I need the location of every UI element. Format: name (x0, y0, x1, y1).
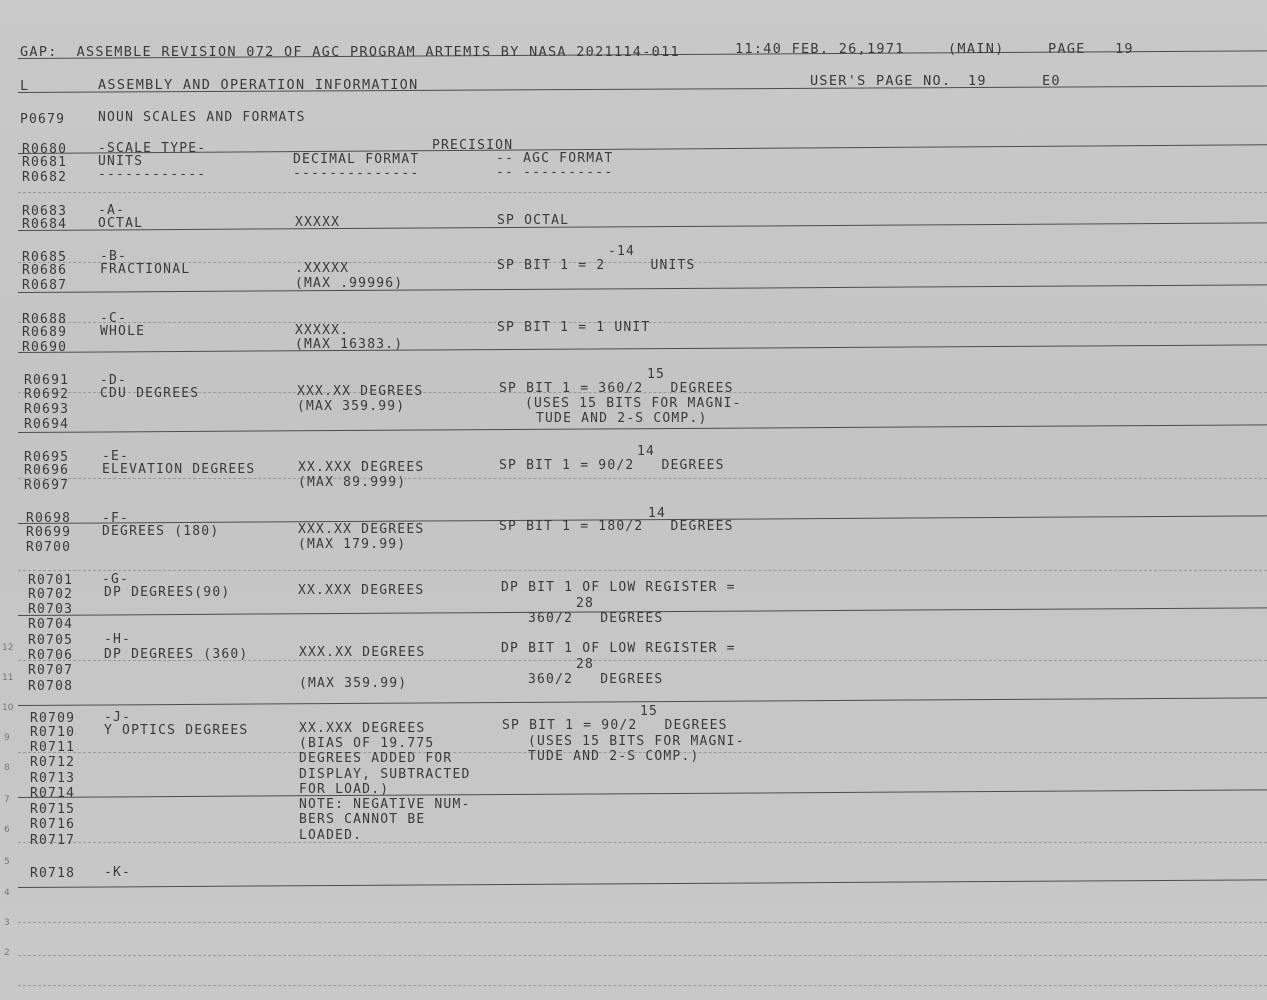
agc-note: (USES 15 BITS FOR MAGNI- (528, 734, 745, 749)
underline: -- ---------- (496, 165, 614, 180)
users-page-label: USER'S PAGE NO. (810, 73, 952, 89)
header-title: GAP: ASSEMBLE REVISION 072 OF AGC PROGRAM ARTEMIS BY NASA 2021114-011 (20, 44, 680, 60)
header-page-label: PAGE (1048, 41, 1086, 57)
line-number: R0717 (30, 833, 76, 848)
decimal-note: LOADED. (299, 828, 363, 843)
line-number: R0713 (30, 771, 76, 786)
decimal-format: XXXXX (295, 215, 341, 230)
line-number: R0698 (26, 511, 72, 526)
header-line-prefix: L (20, 78, 30, 94)
line-number: R0697 (24, 478, 70, 493)
line-number: R0682 (22, 170, 68, 185)
exponent: 14 (648, 506, 667, 521)
decimal-max: (MAX 179.99) (298, 537, 407, 552)
exponent: 28 (576, 657, 595, 672)
line-number: R0696 (24, 463, 70, 478)
subsection-title: NOUN SCALES AND FORMATS (98, 110, 306, 125)
unit: DP DEGREES (360) (104, 647, 249, 662)
line-number: R0680 (22, 142, 68, 157)
line-number: R0706 (28, 648, 74, 663)
line-number: R0718 (30, 866, 76, 881)
unit: Y OPTICS DEGREES (104, 723, 249, 738)
decimal-max: (MAX .99996) (295, 276, 404, 291)
rule (18, 284, 1267, 293)
agc-format: DP BIT 1 OF LOW REGISTER = (501, 580, 736, 595)
scale-type: -C- (100, 311, 128, 326)
unit: WHOLE (100, 324, 146, 339)
scale-type: -F- (102, 511, 130, 526)
scale-type: -K- (104, 865, 132, 880)
decimal-note: NOTE: NEGATIVE NUM- (299, 797, 471, 812)
line-number: R0715 (30, 802, 76, 817)
unit: DP DEGREES(90) (104, 585, 231, 600)
line-number: R0687 (22, 278, 68, 293)
decimal-note: FOR LOAD.) (299, 782, 390, 797)
agc-format: SP BIT 1 = 90/2 DEGREES (499, 458, 725, 473)
unit: FRACTIONAL (100, 262, 191, 277)
line-number: R0703 (28, 602, 74, 617)
line-number: R0691 (24, 373, 70, 388)
line-number: R0689 (22, 325, 68, 340)
rule (18, 570, 1267, 571)
agc-format: SP BIT 1 = 360/2 DEGREES (499, 381, 734, 396)
line-number: R0702 (28, 587, 74, 602)
unit: CDU DEGREES (100, 386, 200, 401)
margin-mark: 3 (4, 918, 10, 928)
decimal-format-heading: DECIMAL FORMAT (293, 152, 420, 167)
agc-note: TUDE AND 2-S COMP.) (528, 749, 700, 764)
margin-mark: 8 (4, 763, 10, 773)
decimal-note: DISPLAY, SUBTRACTED (299, 767, 471, 782)
line-number: R0705 (28, 633, 74, 648)
rule (18, 879, 1267, 888)
line-number: R0685 (22, 250, 68, 265)
scale-type: -D- (100, 373, 128, 388)
decimal-format: XXX.XX DEGREES (297, 384, 424, 399)
rule (18, 222, 1267, 231)
decimal-format: XXXXX. (295, 323, 350, 338)
line-number: R0704 (28, 617, 74, 632)
rule (18, 955, 1267, 956)
agc-note: TUDE AND 2-S COMP.) (536, 411, 708, 426)
decimal-max: (MAX 359.99) (299, 676, 408, 691)
header-timestamp: 11:40 FEB. 26,1971 (735, 41, 905, 57)
decimal-format: XX.XXX DEGREES (298, 583, 425, 598)
line-number: R0683 (22, 204, 68, 219)
section-title: ASSEMBLY AND OPERATION INFORMATION (98, 77, 419, 93)
line-number: R0711 (30, 740, 76, 755)
unit: DEGREES (180) (102, 524, 220, 539)
agc-format: SP OCTAL (497, 213, 570, 228)
rule (18, 192, 1267, 193)
rule (18, 344, 1267, 353)
agc-format-cont: 360/2 DEGREES (528, 611, 664, 626)
units-heading: UNITS (98, 154, 144, 169)
scale-type: -G- (102, 572, 130, 587)
agc-format: DP BIT 1 OF LOW REGISTER = (501, 641, 736, 656)
unit: OCTAL (98, 216, 144, 231)
line-number: R0712 (30, 755, 76, 770)
line-number: R0694 (24, 417, 70, 432)
decimal-format: XXX.XX DEGREES (299, 645, 426, 660)
rule (18, 922, 1267, 923)
decimal-note: DEGREES ADDED FOR (299, 751, 453, 766)
line-number: R0700 (26, 540, 72, 555)
decimal-note: BERS CANNOT BE (299, 812, 426, 827)
margin-mark: 11 (2, 673, 14, 683)
line-number: R0695 (24, 450, 70, 465)
rule (18, 478, 1267, 479)
margin-mark: 7 (4, 795, 10, 805)
decimal-max: (MAX 16383.) (295, 337, 404, 352)
line-number: R0709 (30, 711, 76, 726)
agc-format: SP BIT 1 = 180/2 DEGREES (499, 519, 734, 534)
underline: -------------- (293, 166, 420, 181)
agc-format-heading: -- AGC FORMAT (496, 151, 614, 166)
header-page-number: 19 (1115, 41, 1134, 57)
decimal-format: XXX.XX DEGREES (298, 522, 425, 537)
margin-mark: 2 (4, 948, 10, 958)
line-number: R0707 (28, 663, 74, 678)
line-number: R0686 (22, 263, 68, 278)
rule (18, 842, 1267, 843)
scale-type: -B- (100, 249, 128, 264)
margin-mark: 6 (4, 825, 10, 835)
agc-format-cont: 360/2 DEGREES (528, 672, 664, 687)
agc-format: SP BIT 1 = 90/2 DEGREES (502, 718, 728, 733)
rule (18, 985, 1267, 986)
line-number: R0693 (24, 402, 70, 417)
line-number: R0716 (30, 817, 76, 832)
line-number: R0699 (26, 525, 72, 540)
margin-mark: 10 (2, 703, 14, 713)
agc-note: (USES 15 BITS FOR MAGNI- (525, 396, 742, 411)
line-number: R0688 (22, 312, 68, 327)
decimal-max: (MAX 359.99) (297, 399, 406, 414)
line-number: R0710 (30, 725, 76, 740)
exponent: -14 (608, 244, 636, 259)
decimal-max: (MAX 89.999) (298, 475, 407, 490)
underline: ------------ (98, 167, 207, 182)
header-module: (MAIN) (948, 41, 1005, 57)
users-page-number: 19 (968, 73, 987, 89)
margin-mark: 4 (4, 888, 10, 898)
scale-type-heading: -SCALE TYPE- (98, 141, 207, 156)
decimal-format: .XXXXX (295, 261, 350, 276)
margin-mark: 9 (4, 733, 10, 743)
agc-format: SP BIT 1 = 2 UNITS (497, 258, 696, 273)
margin-mark: 12 (2, 643, 14, 653)
exponent: 14 (637, 444, 656, 459)
line-number: R0692 (24, 387, 70, 402)
decimal-format: XX.XXX DEGREES (298, 460, 425, 475)
exponent: 28 (576, 596, 595, 611)
scale-type: -A- (98, 203, 126, 218)
line-number: R0701 (28, 573, 74, 588)
line-number: R0714 (30, 786, 76, 801)
agc-format: SP BIT 1 = 1 UNIT (497, 320, 651, 335)
decimal-note: (BIAS OF 19.775 (299, 736, 435, 751)
unit: ELEVATION DEGREES (102, 462, 256, 477)
line-number: R0708 (28, 679, 74, 694)
rule (18, 789, 1267, 798)
line-number: R0681 (22, 155, 68, 170)
scale-type: -E- (102, 449, 130, 464)
exponent: 15 (640, 704, 659, 719)
precision-heading: PRECISION (432, 138, 514, 153)
scale-type: -J- (104, 710, 132, 725)
header-tag: E0 (1042, 73, 1061, 89)
exponent: 15 (647, 367, 666, 382)
margin-mark: 5 (4, 857, 10, 867)
line-number: P0679 (20, 112, 66, 127)
line-number: R0684 (22, 217, 68, 232)
scale-type: -H- (104, 632, 132, 647)
decimal-format: XX.XXX DEGREES (299, 721, 426, 736)
line-number: R0690 (22, 340, 68, 355)
